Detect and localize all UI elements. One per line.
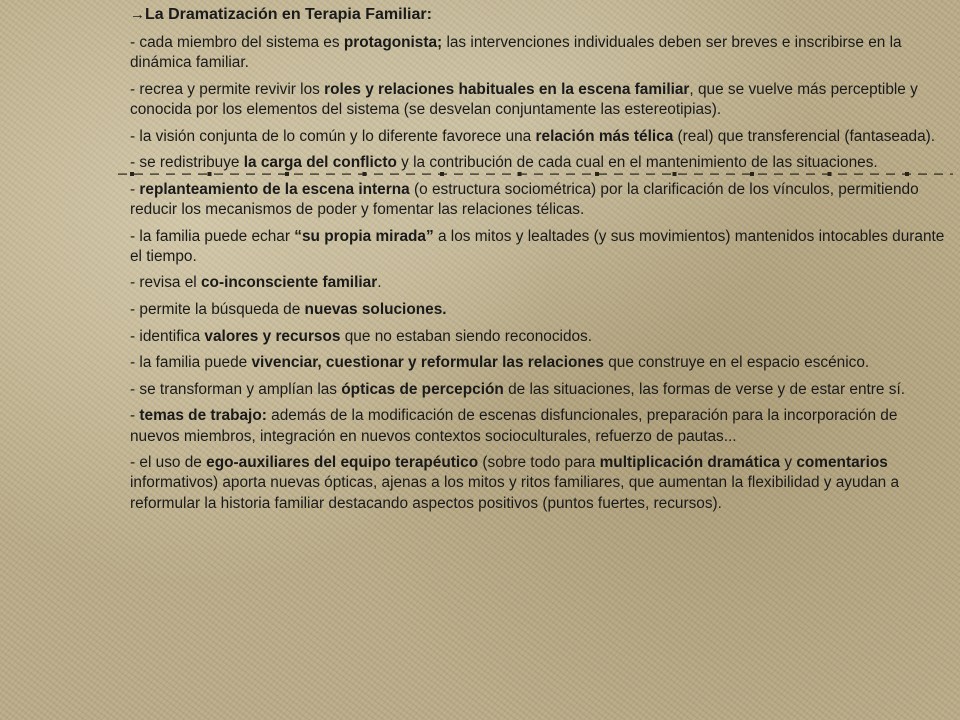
body-text: - la visión conjunta de lo común y lo diferente favorece una	[130, 127, 536, 145]
bullet-list	[130, 33, 945, 514]
list-item	[130, 80, 945, 120]
dash-segment	[486, 174, 495, 175]
list-item	[130, 380, 945, 400]
dash-segment	[230, 174, 239, 175]
list-item	[130, 33, 945, 73]
dash-segment	[550, 174, 559, 175]
emphasis-text: la carga del conflicto	[243, 154, 397, 172]
dash-segment	[694, 174, 703, 175]
dash-segment	[742, 174, 751, 175]
dash-marker	[905, 172, 909, 176]
body-text: - revisa el	[130, 274, 201, 292]
body-text: (o estructura sociométrica) por la clarificación de los vínculos, permitiendo reducir los mecanismos de poder y fomentar las relaciones télicas.	[130, 180, 919, 218]
body-text: que construye en el espacio escénico.	[603, 354, 870, 372]
dash-segment	[918, 174, 927, 175]
dash-segment	[726, 174, 735, 175]
dash-segment	[790, 174, 799, 175]
dash-segment	[774, 174, 783, 175]
list-item	[130, 227, 945, 267]
dash-segment	[614, 174, 623, 175]
emphasis-text: protagonista;	[343, 34, 443, 51]
dash-segment	[134, 174, 143, 175]
dash-segment	[630, 174, 639, 175]
body-text: las intervenciones individuales deben ser breves e inscribirse en la dinámica familiar.	[130, 34, 902, 72]
body-text: además de la modificación de escenas disfuncionales, preparación para la incorporación de nuevos miembros, integración en nuevos contextos socioculturales, refuerzo de pautas...	[130, 407, 898, 445]
dash-segment	[310, 174, 319, 175]
arrow-right-icon: →	[130, 6, 145, 23]
body-text: - la familia puede echar	[130, 227, 295, 245]
dash-segment	[390, 174, 399, 175]
dash-segment	[582, 174, 591, 175]
list-item	[130, 300, 945, 320]
body-text: - la familia puede	[130, 354, 252, 372]
list-item	[130, 453, 945, 514]
body-text: - permite la búsqueda de	[130, 300, 305, 318]
list-item	[130, 406, 945, 446]
dash-segment	[262, 174, 271, 175]
body-text: que no estaban siendo reconocidos.	[340, 327, 593, 345]
body-text: informativos) aporta nuevas ópticas, ajenas a los mitos y ritos familiares, que aumentan la flexibilidad y ayudan a reformular la historia familiar destacando aspectos positivos (puntos fuertes, recursos).	[130, 474, 900, 512]
slide-content	[130, 5, 945, 520]
emphasis-text: temas de trabajo:	[139, 407, 267, 425]
body-text: a los mitos y lealtades (y sus movimientos) mantenidos intocables durante el tiempo.	[130, 227, 945, 265]
slide-title-text: La Dramatización en Terapia Familiar:	[145, 6, 432, 23]
dash-segment	[934, 174, 943, 175]
dash-segment	[118, 174, 127, 175]
dash-segment	[534, 174, 543, 175]
dash-segment	[454, 174, 463, 175]
emphasis-text: comentarios	[796, 454, 888, 472]
dash-segment	[662, 174, 671, 175]
dash-segment	[838, 174, 847, 175]
dash-segment	[598, 174, 607, 175]
dash-marker	[750, 172, 754, 176]
dash-marker	[363, 172, 367, 176]
decorative-dash-line	[118, 172, 953, 176]
body-text: - se transforman y amplían las	[130, 380, 342, 398]
body-text: -	[130, 180, 140, 198]
list-item	[130, 153, 945, 173]
dash-segment	[182, 174, 191, 175]
dash-segment	[470, 174, 479, 175]
body-text: (sobre todo para	[478, 454, 600, 472]
dash-segment	[870, 174, 879, 175]
emphasis-text: multiplicación dramática	[599, 454, 781, 472]
list-item	[130, 327, 945, 347]
body-text: -	[130, 407, 140, 425]
list-item	[130, 273, 945, 293]
dash-segment	[806, 174, 815, 175]
emphasis-text: replanteamiento de la escena interna	[139, 180, 410, 198]
emphasis-text: roles y relaciones habituales en la escena familiar	[324, 80, 690, 98]
emphasis-text: nuevas soluciones.	[304, 300, 447, 318]
dash-marker	[828, 172, 832, 176]
body-text: , que se vuelve más perceptible y conocida por los elementos del sistema (se desvelan conjuntamente las estereotipias).	[130, 80, 918, 118]
list-item	[130, 180, 945, 220]
slide-title	[130, 5, 945, 25]
dash-segment	[502, 174, 511, 175]
dash-segment	[150, 174, 159, 175]
dash-marker	[673, 172, 677, 176]
body-text: y	[780, 454, 797, 472]
dash-segment	[214, 174, 223, 175]
dash-segment	[342, 174, 351, 175]
dash-segment	[294, 174, 303, 175]
body-text: - se redistribuye	[130, 154, 244, 172]
list-item	[130, 127, 945, 147]
emphasis-text: ego-auxiliares del equipo terapéutico	[206, 454, 479, 472]
body-text: - cada miembro del sistema es	[130, 34, 344, 51]
dash-marker	[440, 172, 444, 176]
body-text: (real) que transferencial (fantaseada).	[673, 127, 936, 145]
dash-segment	[326, 174, 335, 175]
dash-marker	[595, 172, 599, 176]
dash-segment	[758, 174, 767, 175]
emphasis-text: valores y recursos	[204, 327, 341, 345]
emphasis-text: co-inconsciente familiar	[201, 274, 378, 292]
body-text: - recrea y permite revivir los	[130, 80, 325, 98]
body-text: - identifica	[130, 327, 205, 345]
dash-segment	[198, 174, 207, 175]
emphasis-text: relación más télica	[535, 127, 674, 145]
dash-segment	[566, 174, 575, 175]
body-text: y la contribución de cada cual en el mantenimiento de las situaciones.	[396, 154, 878, 172]
dash-marker	[518, 172, 522, 176]
dash-segment	[246, 174, 255, 175]
dash-marker	[208, 172, 212, 176]
dash-marker	[130, 172, 134, 176]
emphasis-text: vivenciar, cuestionar y reformular las relaciones	[251, 354, 604, 372]
dash-segment	[950, 174, 953, 175]
dash-segment	[406, 174, 415, 175]
dash-segment	[374, 174, 383, 175]
dash-segment	[710, 174, 719, 175]
dash-segment	[854, 174, 863, 175]
body-text: .	[377, 274, 382, 292]
emphasis-text: “su propia mirada”	[294, 227, 434, 245]
list-item	[130, 353, 945, 373]
emphasis-text: ópticas de percepción	[341, 380, 504, 398]
dash-segment	[422, 174, 431, 175]
dash-segment	[886, 174, 895, 175]
body-text: de las situaciones, las formas de verse y de estar entre sí.	[503, 380, 905, 398]
dash-segment	[166, 174, 175, 175]
dash-segment	[678, 174, 687, 175]
dash-marker	[285, 172, 289, 176]
dash-segment	[646, 174, 655, 175]
body-text: - el uso de	[130, 454, 207, 472]
